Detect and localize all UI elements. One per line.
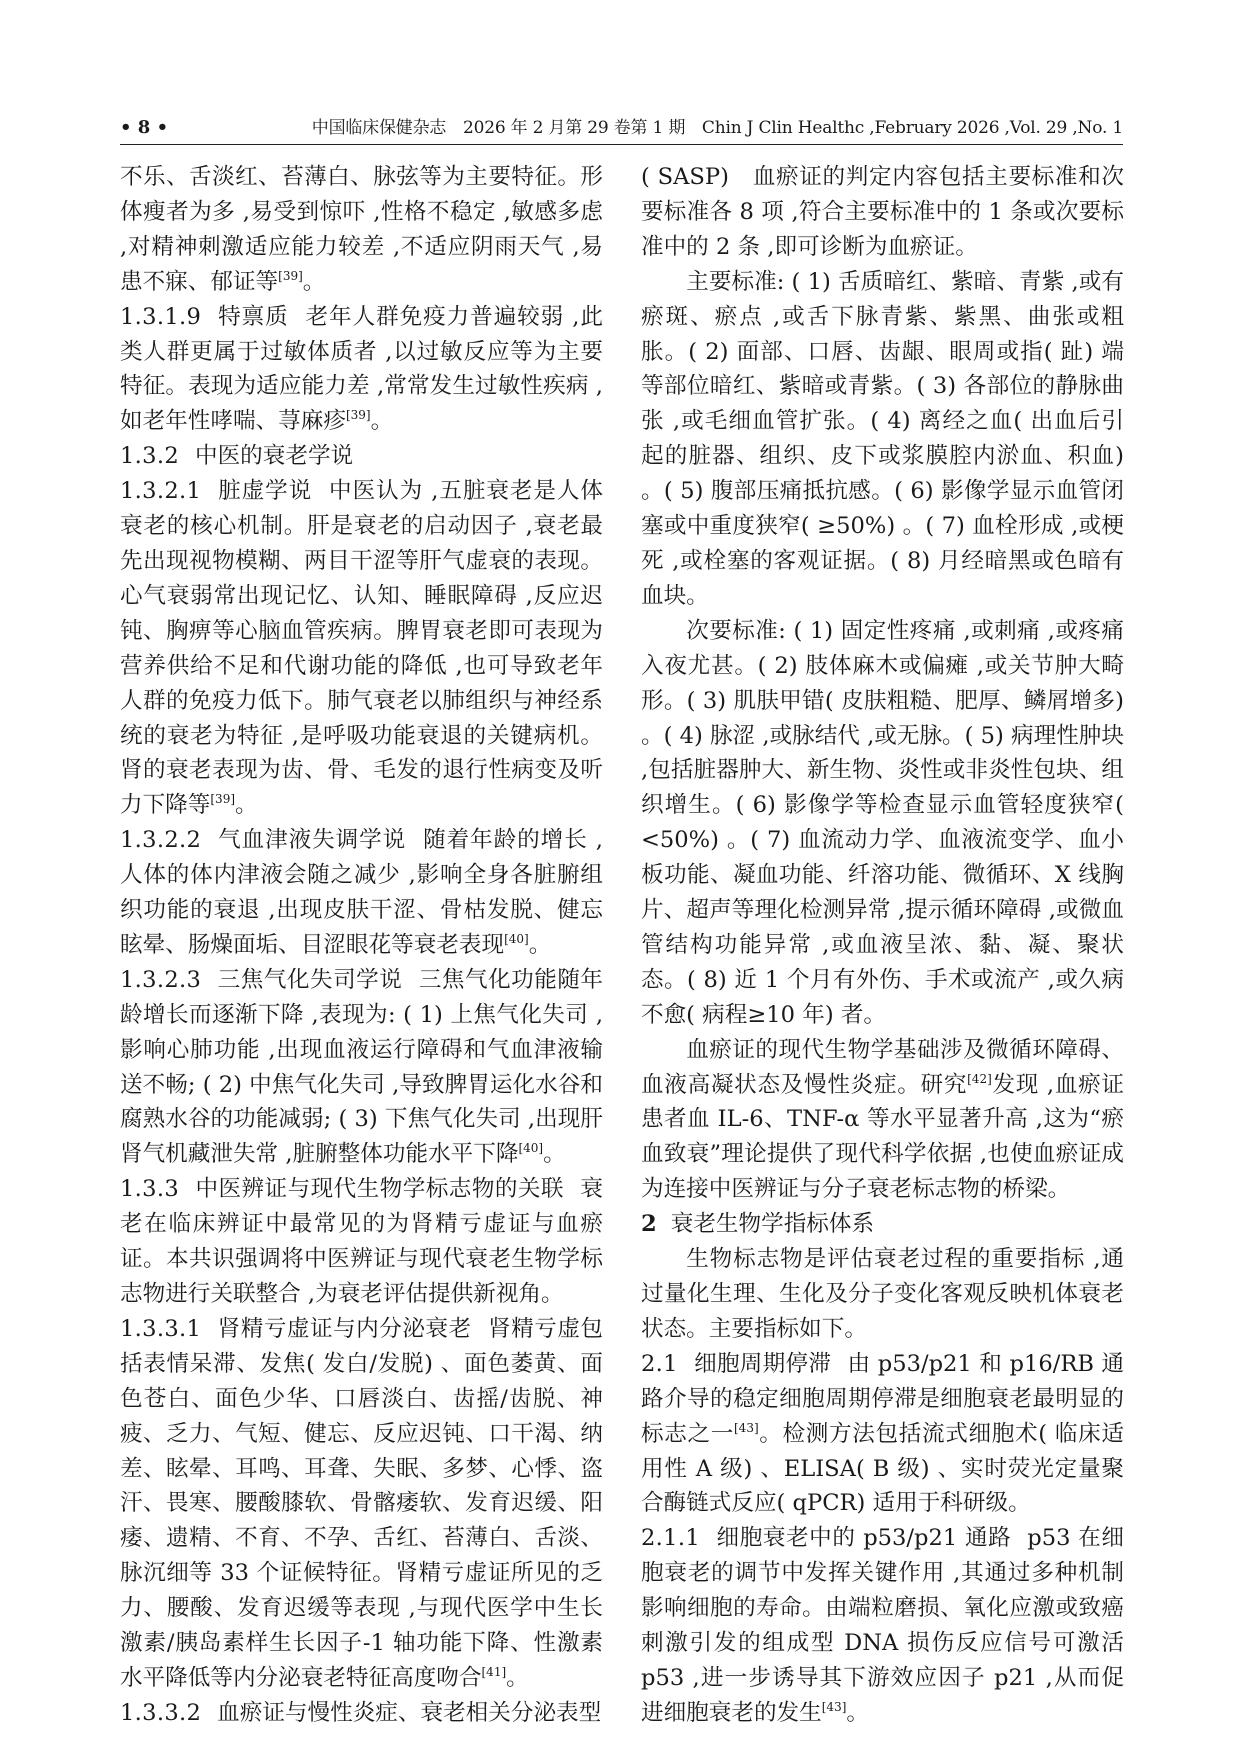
subsection-1-3-3-1: 1.3.3.1 肾精亏虚证与内分泌衰老 肾精亏虚包括表情呆滞、发焦( 发白/发脱) 、面色萎黄、面色苍白、面色少华、口唇淡白、齿摇/齿脱、神疲、乏力、气短、健忘、反应迟钝、口干渴、纳差、眩晕、耳鸣、耳聋、失眠、多梦、心悸、盗汗、畏寒、腰酸膝软、骨髂痿软、发育迟缓、阳痿、遗精、不育、不孕、舌红、苔薄白、舌淡、脉沉细等 33 个证候特征。肾精亏虚证所见的乏力、腰酸、发育迟缓等表现 ,与现代医学中生长激素/胰岛素样生长因子-1 轴功能下降、性激素水平降低等内分泌衰老特征高度吻合[41]。 [120, 1315, 604, 1691]
citation: [39] [345, 408, 371, 423]
citation: [39] [210, 792, 236, 807]
major-criteria-paragraph: 主要标准: ( 1) 舌质暗红、紫暗、青紫 ,或有瘀斑、瘀点 ,或舌下脉青紫、紫黑、曲张或粗胀。( 2) 面部、口唇、齿龈、眼周或指( 趾) 端等部位暗红、紫暗或青紫。( 3) 各部位的静脉曲张 ,或毛细血管扩张。( 4) 离经之血( 出血后引起的脏器、组织、皮下或浆膜腔内淤血、积血) 。( 5) 腹部压痛抵抗感。( 6) 影像学显示血管闭塞或中重度狭窄( ≥50%) 。( 7) 血栓形成 ,或梗死 ,或栓塞的客观证据。( 8) 月经暗黑或色暗有血块。 [641, 268, 1124, 609]
section-number: 2.1.1 [641, 1525, 700, 1552]
section-title: 细胞周期停滞 [693, 1350, 832, 1377]
section-title: 中医辨证与现代生物学标志物的关联 [195, 1176, 564, 1203]
section-number: 1.3.2.2 [120, 827, 202, 854]
section-heading-1-3-2 [120, 439, 603, 474]
citation: [42] [967, 1071, 992, 1086]
citation: [43] [734, 1420, 759, 1435]
section-title: 细胞衰老中的 p53/p21 通路 [716, 1525, 1012, 1552]
section-number: 1.3.3.1 [120, 1315, 202, 1342]
citation: [41] [481, 1664, 507, 1679]
section-title: 血瘀证与慢性炎症、衰老相关分泌表型 [217, 1699, 602, 1726]
paragraph: 生物标志物是评估衰老过程的重要指标 ,通过量化生理、生化及分子变化客观反映机体衰老状态。主要指标如下。 [641, 1246, 1124, 1342]
section-title: 脏虚学说 [217, 478, 313, 505]
section-title: 中医的衰老学说 [195, 443, 354, 470]
section-number: 1.3.3 [120, 1176, 179, 1203]
section-number: 1.3.2.3 [120, 966, 202, 993]
paragraph: 血瘀证的现代生物学基础涉及微循环障碍、血液高凝状态及慢性炎症。研究[42]发现 ,血瘀证患者血 IL-6、TNF-α 等水平显著升高 ,这为“瘀血致衰”理论提供了现代科学依据 ,也使血瘀证成为连接中医辨证与分子衰老标志物的桥梁。 [641, 1036, 1124, 1203]
subsection-1-3-1-9: 1.3.1.9 特禀质 老年人群免疫力普遍较弱 ,此类人群更属于过敏体质者 ,以过敏反应等为主要特征。表现为适应能力差 ,常常发生过敏性疾病 ,如老年性哮喘、荨麻疹[39]。 [120, 303, 603, 435]
section-number: 1.3.1.9 [120, 303, 202, 330]
subsection-2-1: 2.1 细胞周期停滞 由 p53/p21 和 p16/RB 通路介导的稳定细胞周期停滞是细胞衰老最明显的标志之一[43]。检测方法包括流式细胞术( 临床适用性 A 级) 、ELISA( B 级) 、实时荧光定量聚合酶链式反应( qPCR) 适用于科研级。 [641, 1350, 1125, 1517]
right-column [641, 160, 1124, 1731]
minor-criteria-paragraph: 次要标准: ( 1) 固定性疼痛 ,或刺痛 ,或疼痛入夜尤甚。( 2) 肢体麻木或偏瘫 ,或关节肿大畸形。( 3) 肌肤甲错( 皮肤粗糙、肥厚、鳞屑增多) 。( 4) 脉涩 ,或脉结代 ,或无脉。( 5) 病理性肿块 ,包括脏器肿大、新生物、炎性或非炎性包块、组织增生。( 6) 影像学等检查显示血管轻度狭窄( <50%) 。( 7) 血流动力学、血液流变学、血小板功能、凝血功能、纤溶功能、微循环、X 线胸片、超声等理化检测异常 ,提示循环障碍 ,或微血管结构功能异常 ,或血液呈浓、黏、凝、聚状态。( 8) 近 1 个月有外伤、手术或流产 ,或久病不愈( 病程≥10 年) 者。 [641, 617, 1124, 1028]
paragraph: 不乐、舌淡红、苔薄白、脉弦等为主要特征。形体瘦者为多 ,易受到惊吓 ,性格不稳定 ,敏感多虑 ,对精神刺激适应能力较差 ,不适应阴雨天气 ,易患不寐、郁证等[39]。 [120, 164, 603, 295]
running-header [120, 116, 1123, 140]
section-title: 衰老生物学指标体系 [670, 1211, 875, 1238]
subsection-1-3-2-3: 1.3.2.3 三焦气化失司学说 三焦气化功能随年龄增长而逐渐下降 ,表现为: ( 1) 上焦气化失司 ,影响心肺功能 ,出现血液运行障碍和气血津液输送不畅; ( 2) 中焦气化失司 ,导致脾胃运化水谷和腐熟水谷的功能减弱; ( 3) 下焦气化失司 ,出现肝肾气机藏泄失常 ,脏腑整体功能水平下降[40]。 [120, 966, 604, 1168]
section-number: 2.1 [641, 1350, 678, 1377]
subsection-1-3-3-2 [120, 1696, 603, 1731]
section-heading-2 [641, 1207, 1124, 1242]
left-column [120, 160, 603, 1731]
section-number: 1.3.2 [120, 443, 179, 470]
citation: [40] [518, 1141, 544, 1156]
subsection-2-1-1: 2.1.1 细胞衰老中的 p53/p21 通路 p53 在细胞衰老的调节中发挥关键作用 ,其通过多种机制影响细胞的寿命。由端粒磨损、氧化应激或致癌刺激引发的组成型 DNA 损伤反应信号可激活 p53 ,进一步诱导其下游效应因子 p21 ,从而促进细胞衰老的发生[43]。 [641, 1525, 1124, 1726]
section-title: 气血津液失调学说 [217, 827, 407, 854]
subsection-1-3-2-2: 1.3.2.2 气血津液失调学说 随着年龄的增长 ,人体的体内津液会随之减少 ,影响全身各脏腑组织功能的衰退 ,出现皮肤干涩、骨枯发脱、健忘眩晕、肠燥面垢、目涩眼花等衰老表现[40]。 [120, 827, 603, 958]
header-rule [120, 144, 1123, 145]
section-number: 1.3.2.1 [120, 478, 202, 505]
section-title: 特禀质 [217, 303, 289, 330]
citation: [40] [504, 931, 529, 946]
citation: [39] [278, 268, 303, 283]
subsection-1-3-2-1: 1.3.2.1 脏虚学说 中医认为 ,五脏衰老是人体衰老的核心机制。肝是衰老的启动因子 ,衰老最先出现视物模糊、两目干涩等肝气虚衰的表现。心气衰弱常出现记忆、认知、睡眠障碍 ,反应迟钝、胸痹等心脑血管疾病。脾胃衰老即可表现为营养供给不足和代谢功能的降低 ,也可导致老年人群的免疫力低下。肺气衰老以肺组织与神经系统的衰老为特征 ,是呼吸功能衰退的关键病机。肾的衰老表现为齿、骨、毛发的退行性病变及听力下降等[39]。 [120, 478, 603, 819]
page-number: • 8 • [120, 117, 169, 138]
section-number: 1.3.3.2 [120, 1699, 202, 1726]
section-number: 2 [641, 1211, 657, 1238]
citation: [43] [821, 1699, 847, 1714]
paragraph: ( SASP) 血瘀证的判定内容包括主要标准和次要标准各 8 项 ,符合主要标准中的 1 条或次要标准中的 2 条 ,即可诊断为血瘀证。 [641, 164, 1124, 260]
subsection-1-3-3: 1.3.3 中医辨证与现代生物学标志物的关联 衰老在临床辨证中最常见的为肾精亏虚证与血瘀证。本共识强调将中医辨证与现代衰老生物学标志物进行关联整合 ,为衰老评估提供新视角。 [120, 1176, 604, 1307]
section-title: 三焦气化失司学说 [217, 966, 403, 993]
journal-info: 中国临床保健杂志 2026 年 2 月第 29 卷第 1 期 Chin J Clin Healthc ,February 2026 ,Vol. 29 ,No. 1 [311, 118, 1123, 138]
section-title: 肾精亏虚证与内分泌衰老 [217, 1315, 472, 1342]
